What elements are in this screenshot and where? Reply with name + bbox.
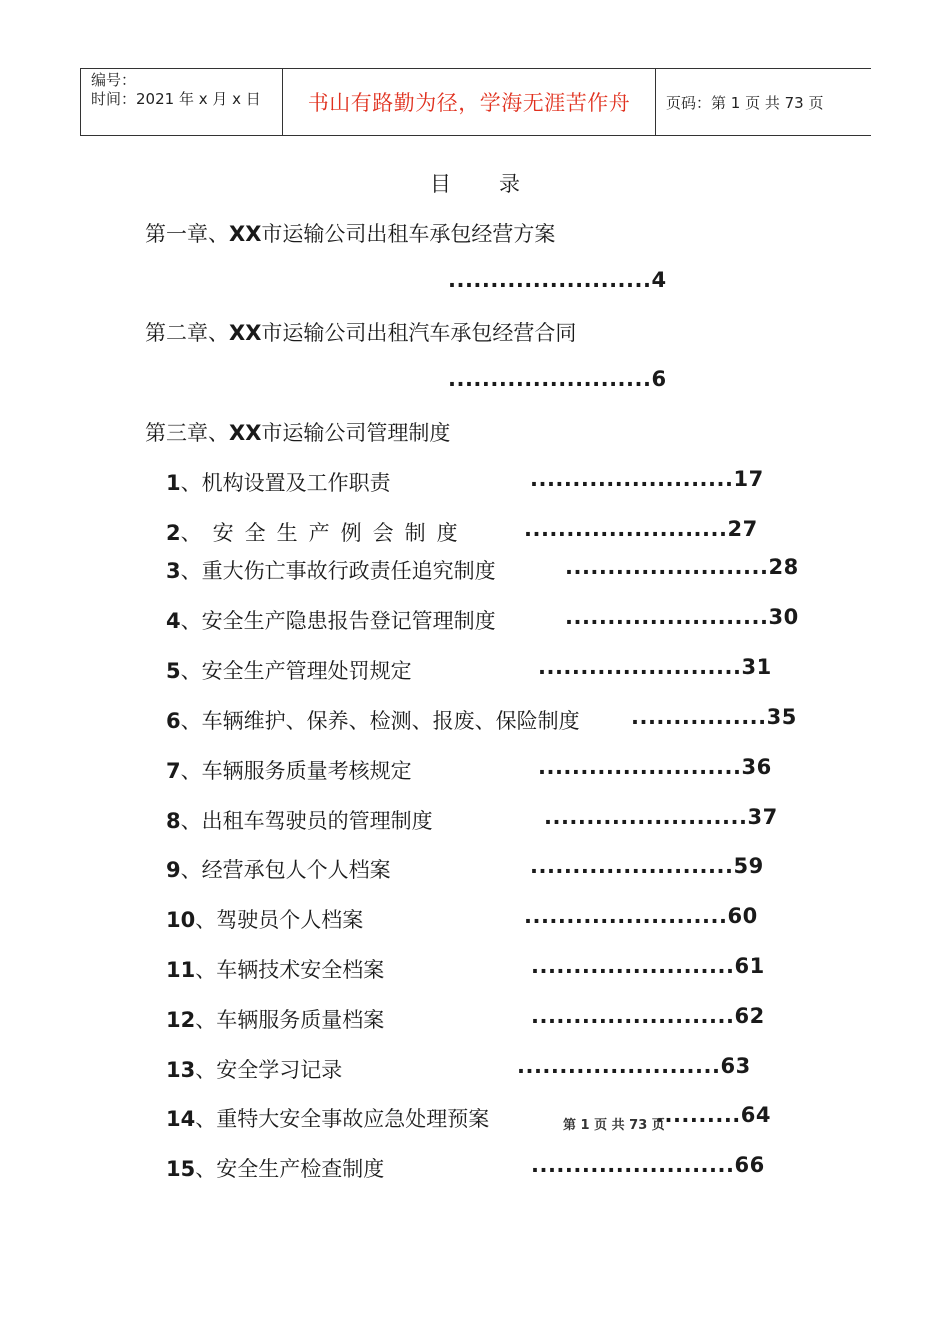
chapter-title: 市运输公司管理制度 <box>261 421 451 445</box>
toc-item-12[interactable] <box>166 1004 384 1034</box>
header-page-cell <box>656 69 872 136</box>
toc-item-5-page: ........................31 <box>538 655 772 679</box>
serial-label: 编号： <box>91 71 137 89</box>
item-number: 13 <box>166 1058 196 1082</box>
item-title: 、出租车驾驶员的管理制度 <box>180 809 433 833</box>
toc-item-1[interactable] <box>166 467 391 497</box>
item-title: 、安全学习记录 <box>195 1058 343 1082</box>
item-title: 、车辆技术安全档案 <box>195 958 385 982</box>
item-title: 、车辆维护、保养、检测、报废、保险制度 <box>180 709 580 733</box>
item-number: 9 <box>166 858 181 882</box>
toc-item-2[interactable] <box>166 517 469 547</box>
item-title: 、安全生产管理处罚规定 <box>180 659 412 683</box>
toc-item-13-page: ........................63 <box>517 1054 751 1078</box>
item-number: 6 <box>166 709 181 733</box>
item-title: 、经营承包人个人档案 <box>180 858 391 882</box>
chapter-code: XX <box>229 222 262 246</box>
toc-chapter-2-page: ........................6 <box>448 367 667 391</box>
toc-item-10-page: ........................60 <box>524 904 758 928</box>
item-number: 3 <box>166 559 181 583</box>
item-number: 15 <box>166 1157 196 1181</box>
item-title: 、驾驶员个人档案 <box>195 908 364 932</box>
chapter-code: XX <box>229 321 262 345</box>
item-number: 12 <box>166 1008 196 1032</box>
page-footer-overlay: 第 1 页 共 73 页 <box>563 1118 665 1133</box>
toc-title <box>0 168 950 198</box>
chapter-code: XX <box>229 421 262 445</box>
motto-text: 书山有路勤为径，学海无涯苦作舟 <box>307 91 631 115</box>
chapter-title: 市运输公司出租汽车承包经营合同 <box>261 321 577 345</box>
chapter-title: 市运输公司出租车承包经营方案 <box>261 222 556 246</box>
toc-item-15[interactable] <box>166 1153 384 1183</box>
toc-item-3-page: ........................28 <box>565 555 799 579</box>
toc-item-11[interactable] <box>166 954 384 984</box>
item-number: 1 <box>166 471 181 495</box>
item-number: 8 <box>166 809 181 833</box>
time-label: 时间：2021 年 x 月 x 日 <box>91 90 261 108</box>
toc-item-9[interactable] <box>166 854 391 884</box>
item-number: 11 <box>166 958 196 982</box>
toc-item-14-page: ..........64 <box>656 1103 771 1127</box>
header-meta-cell <box>81 69 283 136</box>
toc-item-3[interactable] <box>166 555 496 585</box>
toc-item-1-page: ........................17 <box>530 467 764 491</box>
toc-item-13[interactable] <box>166 1054 342 1084</box>
toc-chapter-1[interactable] <box>145 218 555 248</box>
toc-item-14[interactable] <box>166 1103 489 1133</box>
item-title: 、车辆服务质量考核规定 <box>180 759 412 783</box>
item-title: 、安全生产隐患报告登记管理制度 <box>180 609 496 633</box>
toc-item-11-page: ........................61 <box>531 954 765 978</box>
toc-chapter-3[interactable] <box>145 417 450 447</box>
toc-item-15-page: ........................66 <box>531 1153 765 1177</box>
item-number: 14 <box>166 1107 196 1131</box>
header-table <box>80 68 871 136</box>
item-number: 7 <box>166 759 181 783</box>
toc-item-12-page: ........................62 <box>531 1004 765 1028</box>
item-number: 2 <box>166 521 181 545</box>
toc-item-9-page: ........................59 <box>530 854 764 878</box>
toc-item-7[interactable] <box>166 755 412 785</box>
item-title: 、安全生产例会制度 <box>180 521 469 545</box>
header-motto-cell <box>283 69 656 136</box>
chapter-prefix: 第三章、 <box>145 421 229 445</box>
toc-item-4[interactable] <box>166 605 496 635</box>
toc-chapter-1-page: ........................4 <box>448 268 667 292</box>
toc-item-8[interactable] <box>166 805 433 835</box>
item-number: 4 <box>166 609 181 633</box>
toc-item-4-page: ........................30 <box>565 605 799 629</box>
toc-item-7-page: ........................36 <box>538 755 772 779</box>
toc-item-8-page: ........................37 <box>544 805 778 829</box>
toc-title-left: 目 <box>430 172 451 196</box>
chapter-prefix: 第一章、 <box>145 222 229 246</box>
page-code: 页码：第 1 页 共 73 页 <box>666 93 824 112</box>
item-title: 、重大伤亡事故行政责任追究制度 <box>180 559 496 583</box>
toc-title-right: 录 <box>499 172 520 196</box>
toc-item-2-page: ........................27 <box>524 517 758 541</box>
item-number: 10 <box>166 908 196 932</box>
toc-item-10[interactable] <box>166 904 363 934</box>
item-title: 、安全生产检查制度 <box>195 1157 385 1181</box>
item-title: 、重特大安全事故应急处理预案 <box>195 1107 490 1131</box>
chapter-prefix: 第二章、 <box>145 321 229 345</box>
toc-item-5[interactable] <box>166 655 412 685</box>
toc-item-6-page: ................35 <box>631 705 797 729</box>
toc-chapter-2[interactable] <box>145 317 576 347</box>
item-number: 5 <box>166 659 181 683</box>
item-title: 、车辆服务质量档案 <box>195 1008 385 1032</box>
toc-item-6[interactable] <box>166 705 580 735</box>
item-title: 、机构设置及工作职责 <box>180 471 391 495</box>
